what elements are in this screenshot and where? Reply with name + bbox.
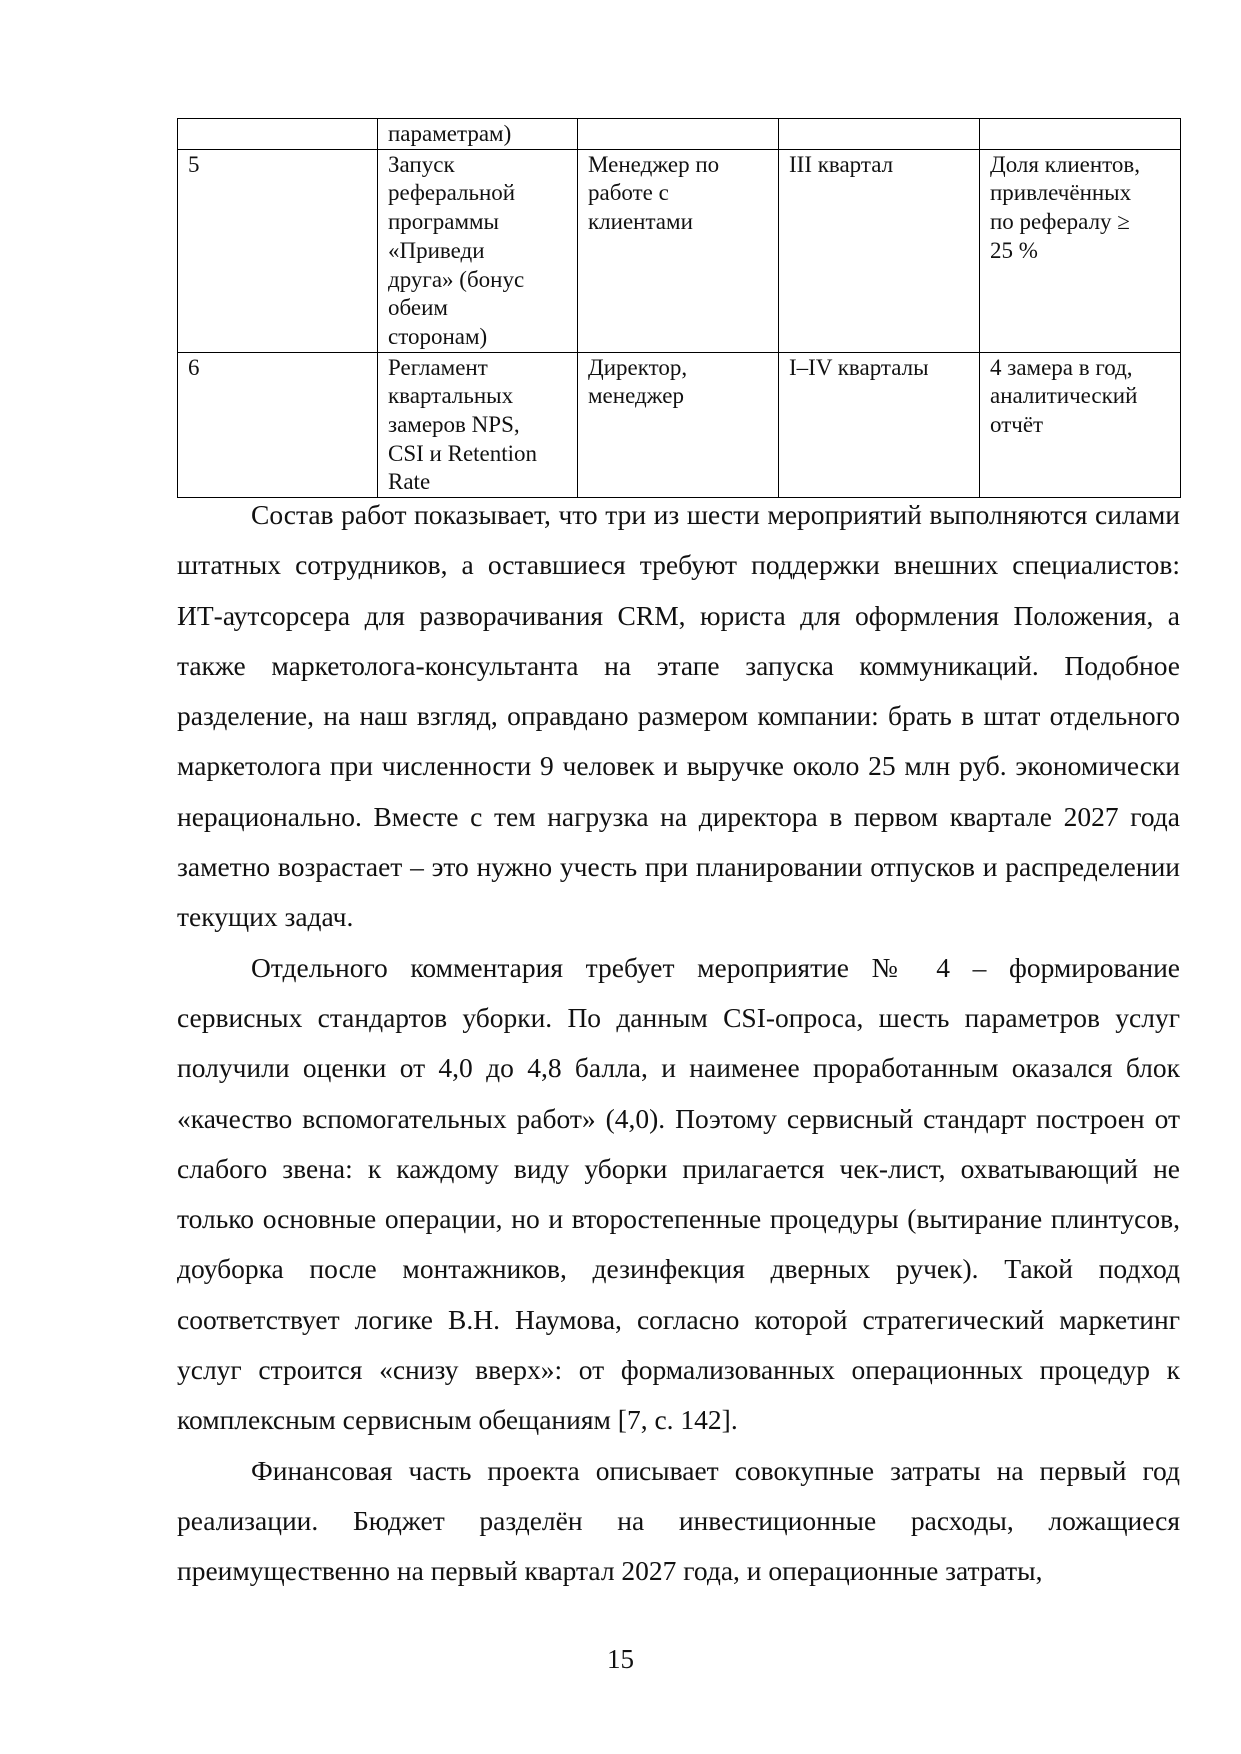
table-cell-indicator: Доля клиентов, привлечённых по рефералу ≥ 25 % [980,149,1181,352]
table-cell-action: Запуск реферальной программы «Приведи друга» (бонус обеим сторонам) [378,149,578,352]
table-cell-indicator: 4 замера в год, аналитический отчёт [980,352,1181,498]
table-row [178,119,1181,150]
action-plan-table [177,118,1181,498]
table-cell-responsible: Менеджер по работе с клиентами [578,149,779,352]
table-cell-responsible: Директор, менеджер [578,352,779,498]
table-cell-period: III квартал [779,149,980,352]
paragraph: Финансовая часть проекта описывает совокупные затраты на первый год реализации. Бюджет разделён на инвестиционные расходы, ложащиеся преимущественно на первый квартал 2027 года, и операционные затраты, [177,1454,1180,1587]
table-cell-indicator [980,119,1181,150]
table-cell-num: 5 [178,149,378,352]
table-cell-period: I–IV кварталы [779,352,980,498]
page-number: 15 [607,1644,634,1674]
table-row [178,352,1181,498]
table-cell-action: Регламент квартальных замеров NPS, CSI и Retention Rate [378,352,578,498]
table-cell-action: параметрам) [378,119,578,150]
table-row [178,149,1181,352]
table-cell-responsible [578,119,779,150]
table-cell-num [178,119,378,150]
table-cell-period [779,119,980,150]
body-text [177,490,1180,1597]
table-cell-num: 6 [178,352,378,498]
paragraph: Отдельного комментария требует мероприятие № 4 – формирование сервисных стандартов уборки. По данным CSI-опроса, шесть параметров услуг получили оценки от 4,0 до 4,8 балла, и наименее проработанным оказался блок «качество вспомогательных работ» (4,0). Поэтому сервисный стандарт построен от слабого звена: к каждому виду уборки прилагается чек-лист, охватывающий не только основные операции, но и второстепенные процедуры (вытирание плинтусов, доуборка после монтажников, дезинфекция дверных ручек). Такой подход соответствует логике В.Н. Наумова, согласно которой стратегический маркетинг услуг строится «снизу вверх»: от формализованных операционных процедур к комплексным сервисным обещаниям [7, с. 142]. [177,951,1180,1436]
paragraph: Состав работ показывает, что три из шести мероприятий выполняются силами штатных сотрудников, а оставшиеся требуют поддержки внешних специалистов: ИТ-аутсорсера для разворачивания CRM, юриста для оформления Положения, а также маркетолога-консультанта на этапе запуска коммуникаций. Подобное разделение, на наш взгляд, оправдано размером компании: брать в штат отдельного маркетолога при численности 9 человек и выручке около 25 млн руб. экономически нерационально. Вместе с тем нагрузка на директора в первом квартале 2027 года заметно возрастает – это нужно учесть при планировании отпусков и распределении текущих задач. [177,499,1180,933]
